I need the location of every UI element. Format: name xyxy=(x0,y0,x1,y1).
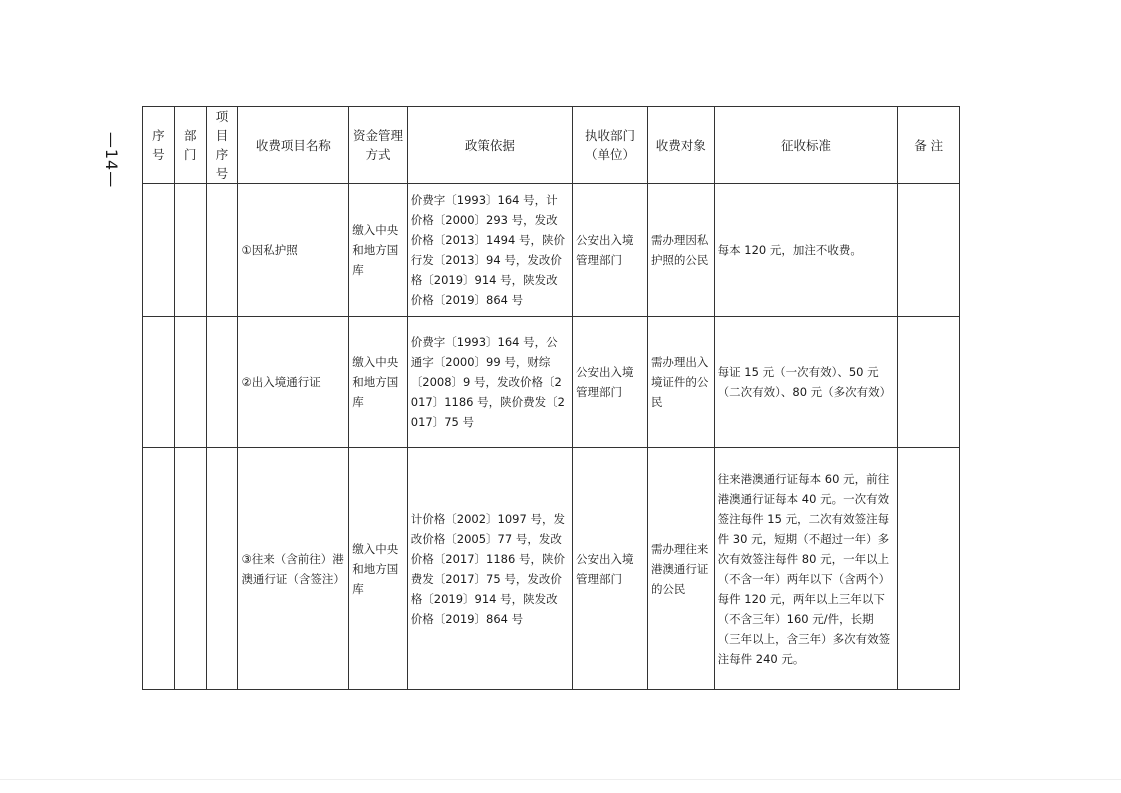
cell-dept xyxy=(174,317,206,448)
page-edge-line xyxy=(0,779,1121,780)
header-fund: 资金管理方式 xyxy=(349,107,408,184)
table-row xyxy=(143,317,960,448)
header-name: 收费项目名称 xyxy=(238,107,349,184)
cell-policy: 价费字〔1993〕164 号，公通字〔2000〕99 号，财综〔2008〕9 号，发改价格〔2017〕1186 号，陕价费发〔2017〕75 号 xyxy=(407,317,572,448)
cell-standard: 往来港澳通行证每本 60 元，前往港澳通行证每本 40 元。一次有效签注每件 15 元，二次有效签注每件 30 元，短期（不超过一年）多次有效签注每件 80 元，一年以上（不含一年）两年以下（含两个）每件 120 元，两年以上三年以下（不含三年）160 元/件，长期（三年以上，含三年）多次有效签注每件 240 元。 xyxy=(714,448,898,690)
cell-item-no xyxy=(206,317,238,448)
cell-seq xyxy=(143,448,175,690)
table-row xyxy=(143,448,960,690)
header-dept: 部门 xyxy=(174,107,206,184)
header-seq: 序号 xyxy=(143,107,175,184)
cell-seq xyxy=(143,317,175,448)
cell-policy: 价费字〔1993〕164 号，计价格〔2000〕293 号，发改价格〔2013〕1494 号，陕价行发〔2013〕94 号，发改价格〔2019〕914 号，陕发改价格〔2019〕864 号 xyxy=(407,184,572,317)
cell-seq xyxy=(143,184,175,317)
cell-name: ③往来（含前往）港澳通行证（含签注） xyxy=(238,448,349,690)
cell-name: ①因私护照 xyxy=(238,184,349,317)
cell-note xyxy=(898,317,960,448)
header-exec-dept: 执收部门（单位） xyxy=(573,107,648,184)
table-row xyxy=(143,184,960,317)
cell-policy: 计价格〔2002〕1097 号，发改价格〔2005〕77 号，发改价格〔2017〕1186 号，陕价费发〔2017〕75 号，发改价格〔2019〕914 号，陕发改价格〔2019〕864 号 xyxy=(407,448,572,690)
cell-fund: 缴入中央和地方国库 xyxy=(349,448,408,690)
cell-note xyxy=(898,448,960,690)
cell-exec-dept: 公安出入境管理部门 xyxy=(573,184,648,317)
cell-fund: 缴入中央和地方国库 xyxy=(349,317,408,448)
cell-exec-dept: 公安出入境管理部门 xyxy=(573,448,648,690)
cell-dept xyxy=(174,448,206,690)
cell-dept xyxy=(174,184,206,317)
header-row xyxy=(143,107,960,184)
fee-table xyxy=(142,106,960,690)
cell-note xyxy=(898,184,960,317)
cell-target: 需办理因私护照的公民 xyxy=(647,184,714,317)
header-item-no: 项目序号 xyxy=(206,107,238,184)
header-note: 备 注 xyxy=(898,107,960,184)
cell-target: 需办理往来港澳通行证的公民 xyxy=(647,448,714,690)
cell-target: 需办理出入境证件的公民 xyxy=(647,317,714,448)
header-policy: 政策依据 xyxy=(407,107,572,184)
cell-exec-dept: 公安出入境管理部门 xyxy=(573,317,648,448)
cell-item-no xyxy=(206,184,238,317)
cell-item-no xyxy=(206,448,238,690)
cell-standard: 每本 120 元，加注不收费。 xyxy=(714,184,898,317)
cell-name: ②出入境通行证 xyxy=(238,317,349,448)
page-number: —14— xyxy=(102,131,122,189)
header-target: 收费对象 xyxy=(647,107,714,184)
header-standard: 征收标准 xyxy=(714,107,898,184)
cell-standard: 每证 15 元（一次有效）、50 元（二次有效）、80 元（多次有效） xyxy=(714,317,898,448)
cell-fund: 缴入中央和地方国库 xyxy=(349,184,408,317)
